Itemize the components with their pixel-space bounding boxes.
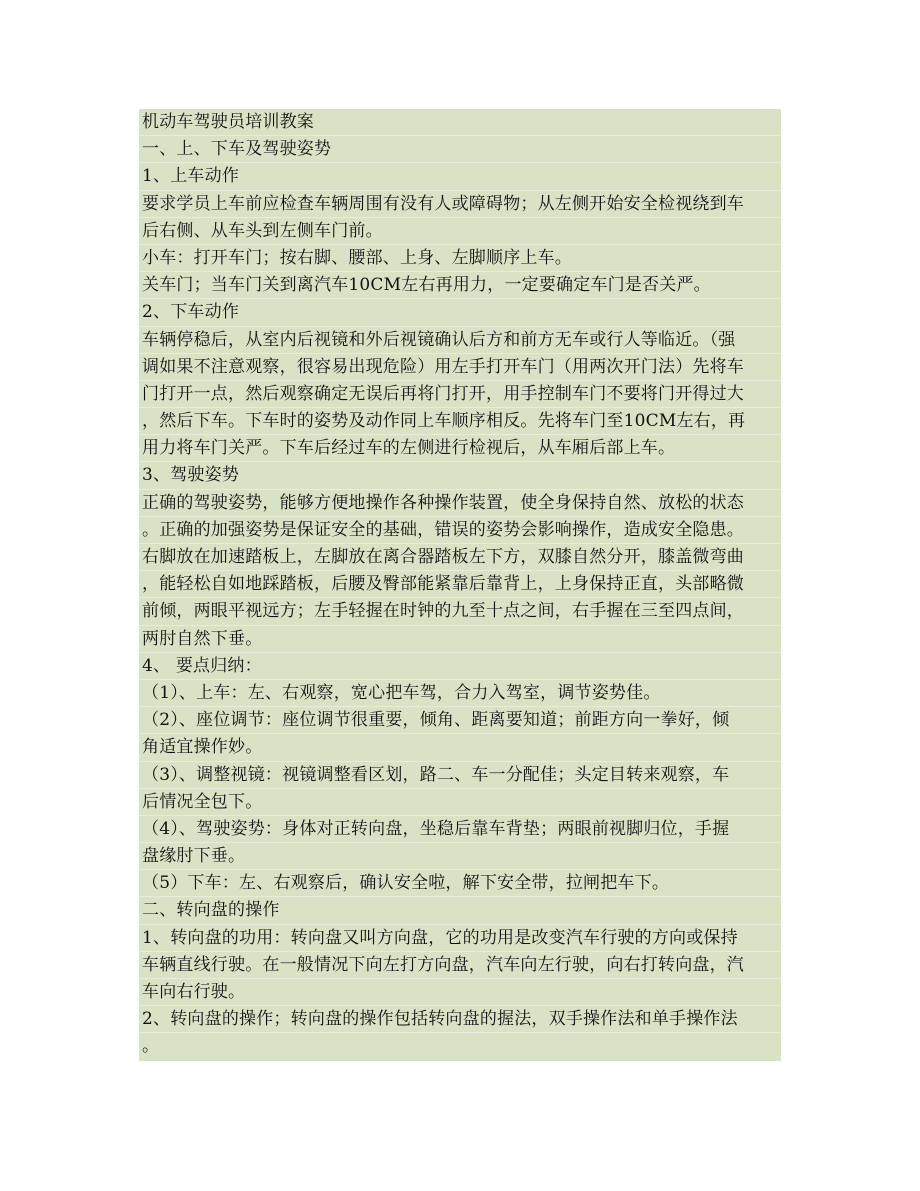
paragraph-line: 车辆直线行驶。在一般情况下向左打方向盘，汽车向左行驶，向右打转向盘，汽 [139,952,781,979]
section-heading: 一、上、下车及驾驶姿势 [139,136,781,163]
paragraph-line: 前倾，两眼平视远方；左手轻握在时钟的九至十点之间，右手握在三至四点间， [139,598,781,625]
list-item-line: （2）、座位调节：座位调节很重要，倾角、距离要知道；前距方向一拳好，倾 [139,707,781,734]
list-item-line: （5）下车：左、右观察后，确认安全啦，解下安全带，拉闸把车下。 [139,870,781,897]
paragraph-line: 调如果不注意观察，很容易出现危险）用左手打开车门（用两次开门法）先将车 [139,354,781,381]
paragraph-line: 用力将车门关严。下车后经过车的左侧进行检视后，从车厢后部上车。 [139,435,781,462]
paragraph-line: 。正确的加强姿势是保证安全的基础，错误的姿势会影响操作，造成安全隐患。 [139,517,781,544]
subsection-heading: 2、下车动作 [139,299,781,326]
list-item-line: 角适宜操作妙。 [139,734,781,761]
list-item-line: 后情况全包下。 [139,789,781,816]
list-item-line: （3）、调整视镜：视镜调整看区划，路二、车一分配佳；头定目转来观察，车 [139,762,781,789]
paragraph-line: ，能轻松自如地踩踏板，后腰及臀部能紧靠后靠背上，上身保持正直，头部略微 [139,571,781,598]
paragraph-line: 小车：打开车门；按右脚、腰部、上身、左脚顺序上车。 [139,245,781,272]
paragraph-line: 正确的驾驶姿势，能够方便地操作各种操作装置，使全身保持自然、放松的状态 [139,490,781,517]
document-title: 机动车驾驶员培训教案 [139,109,781,136]
paragraph-line: 要求学员上车前应检查车辆周围有没有人或障碍物；从左侧开始安全检视绕到车 [139,191,781,218]
document-text-block [139,109,781,1061]
paragraph-line: 右脚放在加速踏板上，左脚放在离合器踏板左下方，双膝自然分开，膝盖微弯曲 [139,544,781,571]
paragraph-line: 车辆停稳后，从室内后视镜和外后视镜确认后方和前方无车或行人等临近。（强 [139,327,781,354]
list-item-line: 盘缘肘下垂。 [139,843,781,870]
paragraph-line: 关车门；当车门关到离汽车10CM左右再用力，一定要确定车门是否关严。 [139,272,781,299]
paragraph-line: 车向右行驶。 [139,979,781,1006]
list-item-line: （1）、上车：左、右观察，宽心把车驾，合力入驾室，调节姿势佳。 [139,680,781,707]
paragraph-line: 后右侧、从车头到左侧车门前。 [139,218,781,245]
section-heading: 二、转向盘的操作 [139,897,781,924]
list-item-line: （4）、驾驶姿势：身体对正转向盘，坐稳后靠车背垫；两眼前视脚归位，手握 [139,816,781,843]
subsection-heading: 3、驾驶姿势 [139,462,781,489]
paragraph-line: 两肘自然下垂。 [139,626,781,653]
paragraph-line: 2、转向盘的操作；转向盘的操作包括转向盘的握法，双手操作法和单手操作法 [139,1006,781,1033]
subsection-heading: 4、 要点归纳： [139,653,781,680]
paragraph-line: 。 [142,1036,160,1057]
paragraph-line: 1、转向盘的功用：转向盘又叫方向盘，它的功用是改变汽车行驶的方向或保持 [139,925,781,952]
paragraph-line: ，然后下车。下车时的姿势及动作同上车顺序相反。先将车门至10CM左右，再 [139,408,781,435]
subsection-heading: 1、上车动作 [139,163,781,190]
paragraph-line: 门打开一点，然后观察确定无误后再将门打开，用手控制车门不要将门开得过大 [139,381,781,408]
